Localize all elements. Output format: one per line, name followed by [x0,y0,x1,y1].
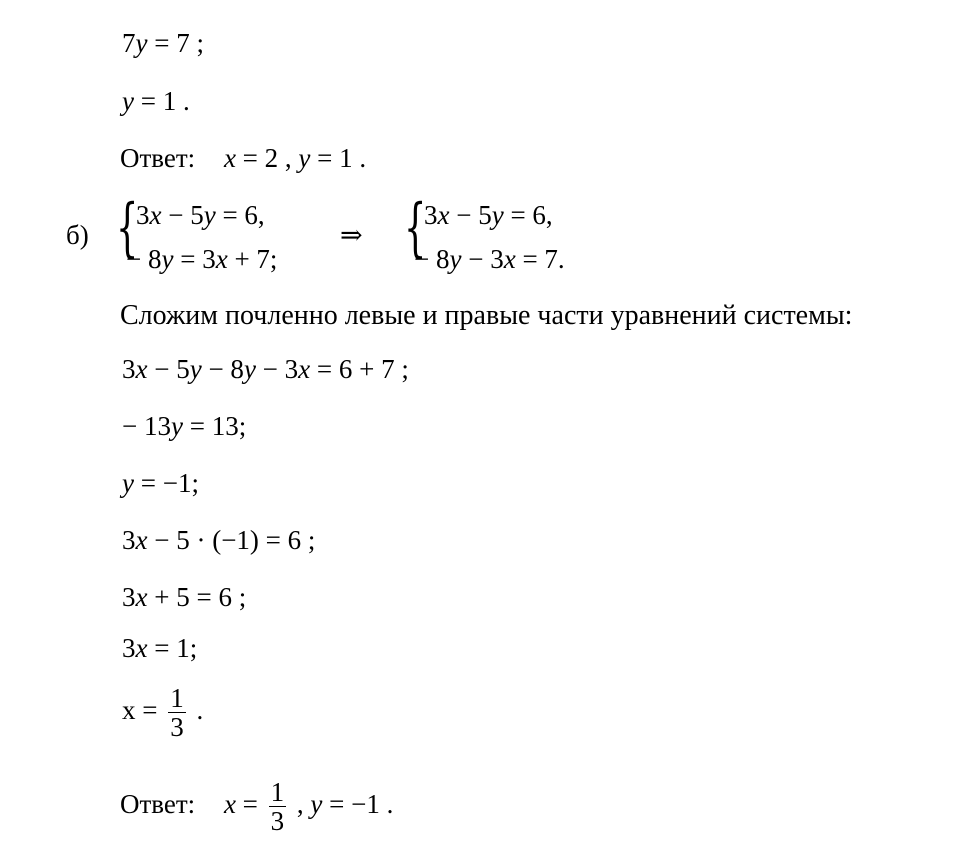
equation-x-fraction [122,684,203,742]
fraction-denominator: 3 [270,806,285,837]
x-equals: x = [122,695,158,726]
fraction-numerator: 1 [170,683,184,713]
equation-3x-equals-1: 3x = 1; [122,633,198,663]
answer-value: x = 2 , y = 1 . [223,143,367,173]
answer-2 [120,778,393,836]
equation-substitution: 3x − 5 · (−1) = 6 ; [122,525,316,555]
task-label: б) [66,220,89,250]
answer-label: Ответ: [120,789,196,820]
system-2-row-2: − 8y − 3x = 7. [414,244,565,274]
answer-label: Ответ: [120,143,196,173]
implies-arrow: ⇒ [340,220,363,250]
equation-y-equals-1: y = 1 . [122,86,190,116]
answer-x: x = [223,789,258,820]
equation-minus-13y: − 13y = 13; [122,411,247,441]
equation-y-minus-1: y = −1; [122,468,199,498]
system-1-row-1: 3x − 5y = 6, [136,200,265,230]
answer-y: , y = −1 . [296,789,394,820]
fraction-one-third [168,684,186,742]
left-brace: { [404,191,427,265]
fraction-denominator: 3 [170,712,184,743]
left-brace: { [116,191,139,265]
equation-7y: 7y = 7 ; [122,28,204,58]
system-2-row-1: 3x − 5y = 6, [424,200,553,230]
fraction-one-third [269,778,287,836]
answer-1 [120,145,366,172]
period: . [196,695,204,726]
system-1-row-2: − 8y = 3x + 7; [126,244,278,274]
equation-3x-plus-5: 3x + 5 = 6 ; [122,582,247,612]
fraction-numerator: 1 [270,777,285,807]
equation-sum: 3x − 5y − 8y − 3x = 6 + 7 ; [122,354,409,384]
instruction-text: Сложим почленно левые и правые части уравнений системы: [120,300,853,331]
